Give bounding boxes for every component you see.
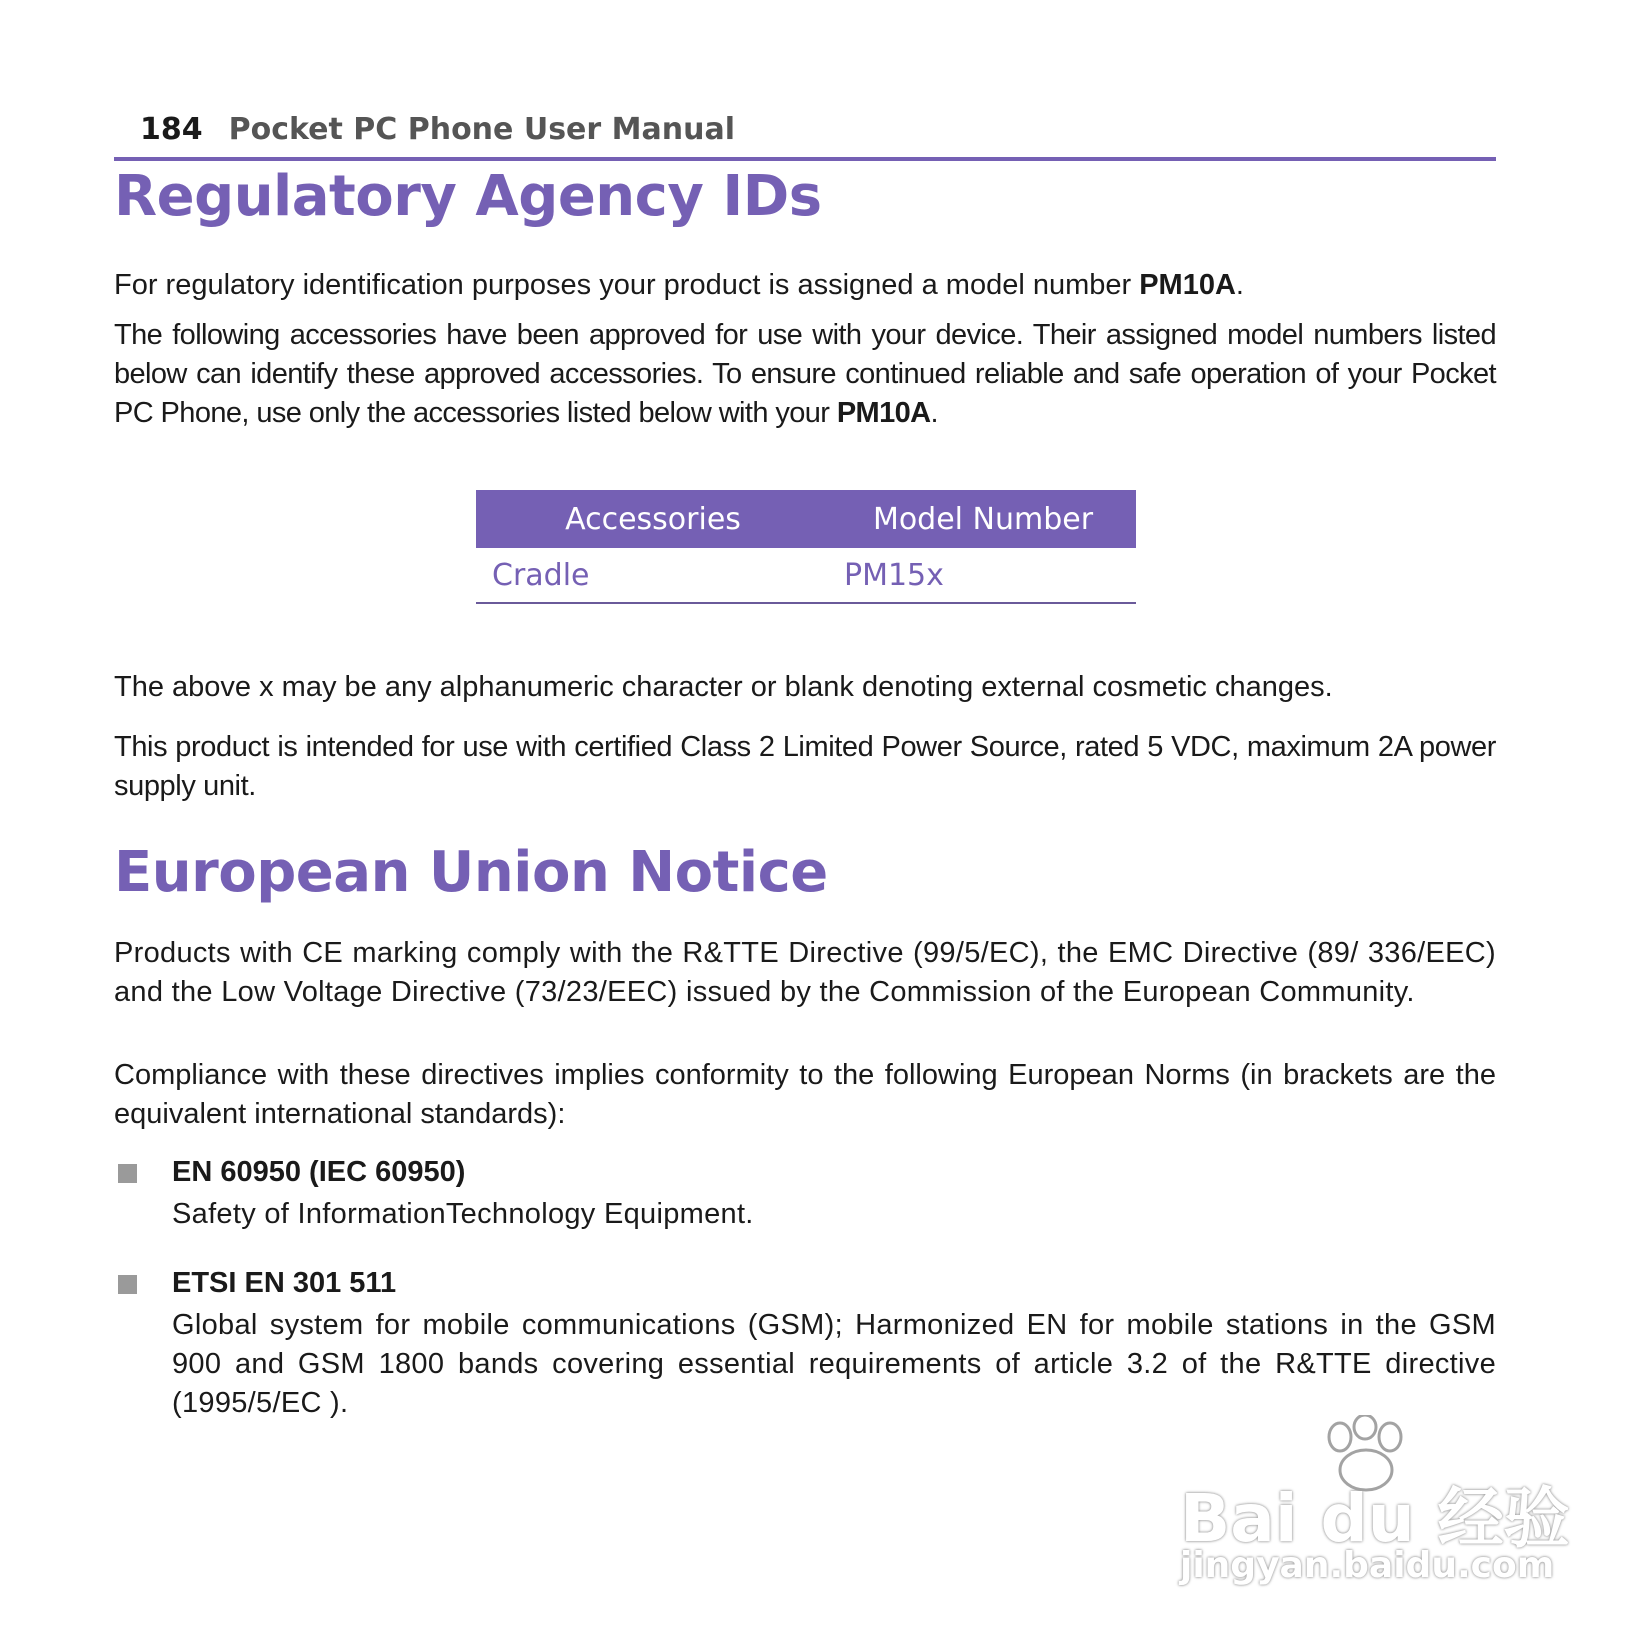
watermark-site: jingyan.baidu.com xyxy=(1180,1545,1555,1586)
period: . xyxy=(1235,269,1244,301)
norm-description: Safety of InformationTechnology Equipment. xyxy=(172,1198,754,1230)
cosmetic-note-paragraph: The above x may be any alphanumeric character or blank denoting external cosmetic changes. xyxy=(114,671,1333,703)
model-number: PM10A xyxy=(1139,269,1236,301)
model-cell: PM15x xyxy=(830,548,1136,603)
baidu-watermark xyxy=(1180,1415,1570,1595)
column-header-accessories: Accessories xyxy=(476,490,830,548)
page-number: 184 xyxy=(140,112,203,147)
model-number: PM10A xyxy=(836,397,931,429)
power-supply-paragraph: This product is intended for use with certified Class 2 Limited Power Source, rated 5 VDC, maximum 2A power supply unit. xyxy=(114,731,1496,802)
compliance-paragraph: Compliance with these directives implies conformity to the following European Norms (in brackets are the equivalent international standards): xyxy=(114,1059,1496,1130)
table-header-row xyxy=(476,490,1136,548)
manual-title: Pocket PC Phone User Manual xyxy=(228,112,735,147)
eu-section-title: European Union Notice xyxy=(114,840,828,905)
running-header xyxy=(140,112,735,147)
regulatory-section-title: Regulatory Agency IDs xyxy=(114,164,822,229)
ce-marking-paragraph: Products with CE marking comply with the R&TTE Directive (99/5/EC), the EMC Directive (89/ 336/EEC) and the Low Voltage Directive (73/23/EEC) issued by the Commission of the European Community. xyxy=(114,937,1496,1008)
accessories-paragraph xyxy=(114,316,1496,433)
table-row xyxy=(476,548,1136,603)
intro-text: For regulatory identification purposes your product is assigned a model number xyxy=(114,269,1140,301)
period: . xyxy=(930,397,938,429)
bullet-square-icon xyxy=(118,1275,137,1294)
accessories-table xyxy=(476,490,1136,604)
watermark-brand: Bai du 经验 xyxy=(1180,1480,1570,1557)
regulatory-intro-paragraph xyxy=(114,266,1496,305)
norm-description: Global system for mobile communications (GSM); Harmonized EN for mobile stations in the GSM 900 and GSM 1800 bands covering essential requirements of article 3.2 of the R&TTE directive (1995/5/EC ). xyxy=(172,1309,1496,1419)
bullet-square-icon xyxy=(118,1164,137,1183)
column-header-model-number: Model Number xyxy=(830,490,1136,548)
norm-title: ETSI EN 301 511 xyxy=(172,1267,397,1299)
header-rule xyxy=(114,157,1496,161)
norm-title: EN 60950 (IEC 60950) xyxy=(172,1156,466,1188)
accessory-cell: Cradle xyxy=(476,548,830,603)
accessories-text: The following accessories have been approved for use with your device. Their assigned model numbers listed below can identify these approved accessories. To ensure continued reliable and safe operation of your Pocket PC Phone, use only the accessories listed below with your xyxy=(114,319,1496,429)
